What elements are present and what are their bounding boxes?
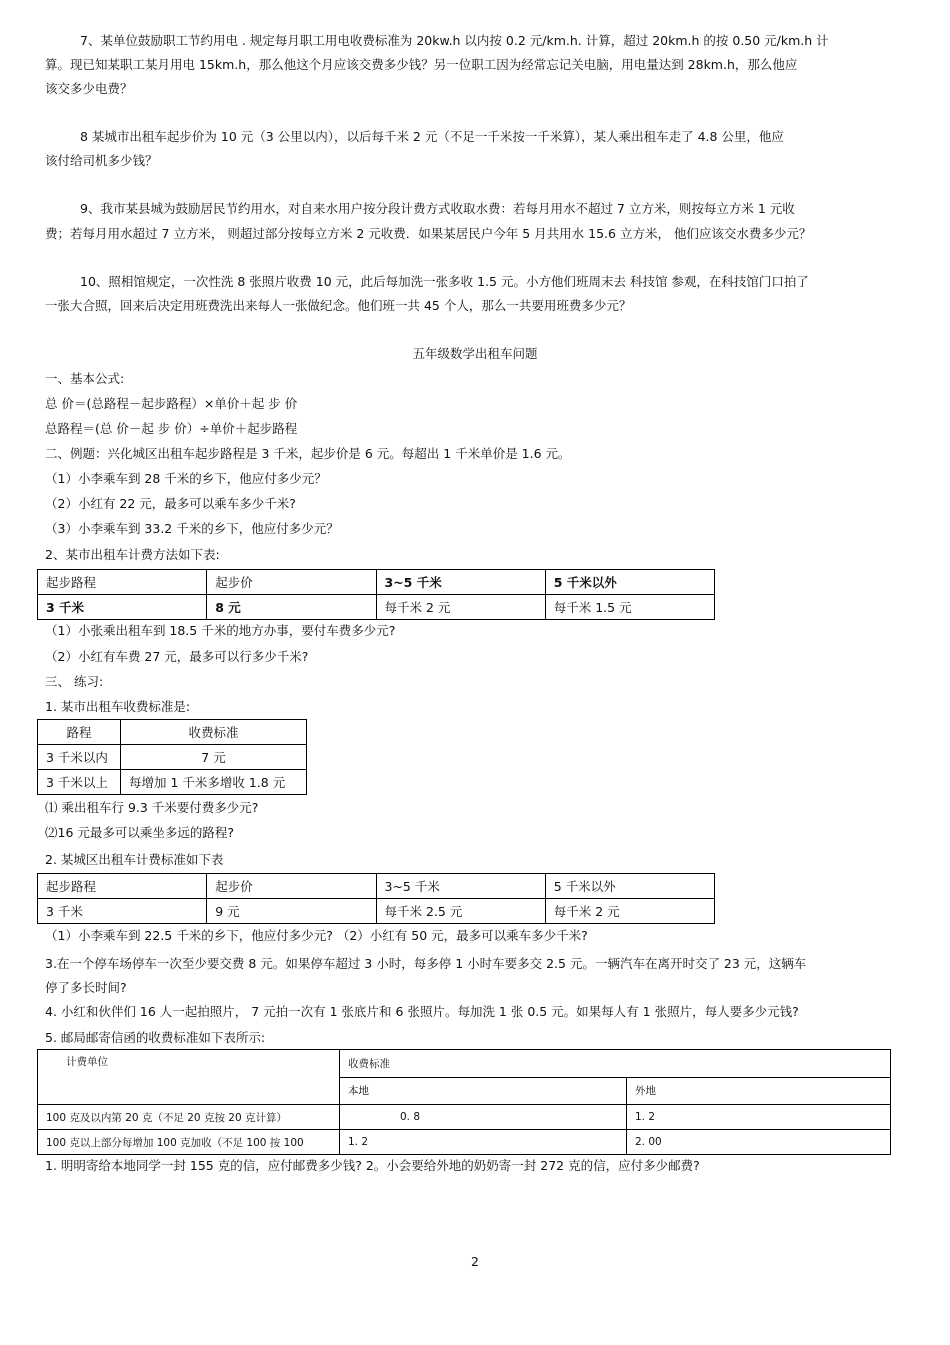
exercise-1-question-2: ⑵16 元最多可以乘坐多远的路程?	[45, 825, 235, 840]
table-cell: 本地	[340, 1077, 627, 1105]
table-cell: 3~5 千米	[376, 874, 545, 899]
table-cell: 每千米 2.5 元	[376, 899, 545, 924]
table-cell: 起步价	[207, 874, 376, 899]
formulas-heading: 一、基本公式:	[45, 371, 125, 386]
problem-7-line-3: 该交多少电费？	[45, 81, 133, 96]
table-cell: 每增加 1 千米多增收 1.8 元	[121, 770, 307, 795]
table-cell: 收费标准	[121, 720, 307, 745]
problem-8-line-1: 8 某城市出租车起步价为 10 元（3 公里以内），以后每千米 2 元（不足一千米按一千米算），某人乘出租车走了 4.8 公里，他应	[80, 129, 784, 144]
example-question-2: （2）小红有 22 元，最多可以乘车多少千米?	[45, 496, 296, 511]
formula-total-price: 总 价＝(总路程－起步路程）×单价＋起 步 价	[45, 396, 298, 411]
exercises-heading: 三、 练习:	[45, 674, 104, 689]
problem-7-line-2: 算。现已知某职工某月用电 15km.h，那么他这个月应该交费多少钱？另一位职工因为经常忘记关电脑，用电量达到 28km.h，那么他应	[45, 57, 798, 72]
exercise-3-line-1: 3.在一个停车场停车一次至少要交费 8 元。如果停车超过 3 小时，每多停 1 小时车要多交 2.5 元。一辆汽车在离开时交了 23 元，这辆车	[45, 956, 807, 971]
exercise-5-title: 5. 邮局邮寄信函的收费标准如下表所示:	[45, 1030, 266, 1045]
table-cell: 1. 2	[627, 1105, 891, 1130]
exercise-5-questions: 1. 明明寄给本地同学一封 155 克的信，应付邮费多少钱? 2。小会要给外地的奶奶寄一封 272 克的信，应付多少邮费?	[45, 1158, 700, 1173]
example-question-3: （3）小李乘车到 33.2 千米的乡下，他应付多少元？	[45, 521, 339, 536]
table-cell: 7 元	[121, 745, 307, 770]
table-header-row	[38, 720, 307, 745]
table-cell: 3 千米以内	[38, 745, 121, 770]
section-title: 五年级数学出租车问题	[412, 346, 538, 361]
table-cell: 9 元	[207, 899, 376, 924]
table-cell: 100 克及以内第 20 克（不足 20 克按 20 克计算）	[38, 1105, 340, 1130]
problem-9-line-1: 9、我市某县城为鼓励居民节约用水，对自来水用户按分段计费方式收取水费：若每月用水不超过 7 立方米，则按每立方米 1 元收	[80, 201, 795, 216]
table-cell: 5 千米以外	[545, 570, 714, 595]
exercise-1-title: 1. 某市出租车收费标准是:	[45, 699, 191, 714]
exercise-1-table	[37, 719, 307, 795]
table-cell: 100 克以上部分每增加 100 克加收（不足 100 按 100	[38, 1130, 340, 1155]
table-cell: 每千米 1.5 元	[545, 595, 714, 620]
postage-table	[37, 1049, 891, 1155]
table-row	[38, 770, 307, 795]
fare-table-1-question-1: （1）小张乘出租车到 18.5 千米的地方办事，要付车费多少元?	[45, 623, 396, 638]
table-row	[38, 745, 307, 770]
table-cell: 每千米 2 元	[545, 899, 714, 924]
table-cell: 1. 2	[340, 1130, 627, 1155]
page-number: 2	[471, 1254, 479, 1269]
table-cell: 3 千米	[38, 595, 207, 620]
exercise-2-title: 2. 某城区出租车计费标准如下表	[45, 852, 224, 867]
exercise-2-questions: （1）小李乘车到 22.5 千米的乡下，他应付多少元? （2）小红有 50 元，最多可以乘车多少千米?	[45, 928, 588, 943]
example-question-1: （1）小李乘车到 28 千米的乡下，他应付多少元？	[45, 471, 327, 486]
table-cell: 0. 8	[340, 1105, 627, 1130]
table-cell: 每千米 2 元	[376, 595, 545, 620]
table-cell: 5 千米以外	[545, 874, 714, 899]
table-cell: 3~5 千米	[376, 570, 545, 595]
table-row	[38, 899, 715, 924]
fare-table-1	[37, 569, 715, 620]
table-cell: 起步路程	[38, 874, 207, 899]
table-cell: 起步路程	[38, 570, 207, 595]
problem-10-line-2: 一张大合照，回来后决定用班费洗出来每人一张做纪念。他们班一共 45 个人，那么一共要用班费多少元？	[45, 298, 632, 313]
problem-7-line-1: 7、某单位鼓励职工节约用电 . 规定每月职工用电收费标准为 20kw.h 以内按 0.2 元/km.h. 计算，超过 20km.h 的按 0.50 元/km.h 计	[80, 33, 829, 48]
table-cell: 3 千米	[38, 899, 207, 924]
table-header-row	[38, 570, 715, 595]
table-cell: 计费单位	[38, 1050, 340, 1105]
table-cell: 8 元	[207, 595, 376, 620]
example-heading: 二、例题：兴化城区出租车起步路程是 3 千米，起步价是 6 元。每超出 1 千米单价是 1.6 元。	[45, 446, 571, 461]
exercise-3-line-2: 停了多长时间?	[45, 980, 127, 995]
table-cell: 2. 00	[627, 1130, 891, 1155]
table-row	[38, 1130, 891, 1155]
table-row	[38, 595, 715, 620]
table-cell: 外地	[627, 1077, 891, 1105]
problem-8-line-2: 该付给司机多少钱？	[45, 153, 158, 168]
table-header-row	[38, 1050, 891, 1078]
problem-10-line-1: 10、照相馆规定，一次性洗 8 张照片收费 10 元，此后每加洗一张多收 1.5 元。小方他们班周末去 科技馆 参观，在科技馆门口拍了	[80, 274, 809, 289]
exercise-1-question-1: ⑴ 乘出租车行 9.3 千米要付费多少元?	[45, 800, 259, 815]
table-header-row	[38, 874, 715, 899]
formula-total-distance: 总路程＝(总 价－起 步 价）÷单价＋起步路程	[45, 421, 298, 436]
fare-table-1-question-2: （2）小红有车费 27 元，最多可以行多少千米?	[45, 649, 309, 664]
problem-9-line-2: 费；若每月用水超过 7 立方米， 则超过部分按每立方米 2 元收费．如果某居民户今年 5 月共用水 15.6 立方米， 他们应该交水费多少元？	[45, 226, 812, 241]
exercise-2-table	[37, 873, 715, 924]
fare-table-1-title: 2、某市出租车计费方法如下表:	[45, 547, 220, 562]
exercise-4-text: 4. 小红和伙伴们 16 人一起拍照片， 7 元拍一次有 1 张底片和 6 张照片。每加洗 1 张 0.5 元。如果每人有 1 张照片，每人要多少元钱?	[45, 1004, 799, 1019]
table-row	[38, 1105, 891, 1130]
table-cell: 收费标准	[340, 1050, 891, 1078]
table-cell: 路程	[38, 720, 121, 745]
table-cell: 3 千米以上	[38, 770, 121, 795]
table-cell: 起步价	[207, 570, 376, 595]
